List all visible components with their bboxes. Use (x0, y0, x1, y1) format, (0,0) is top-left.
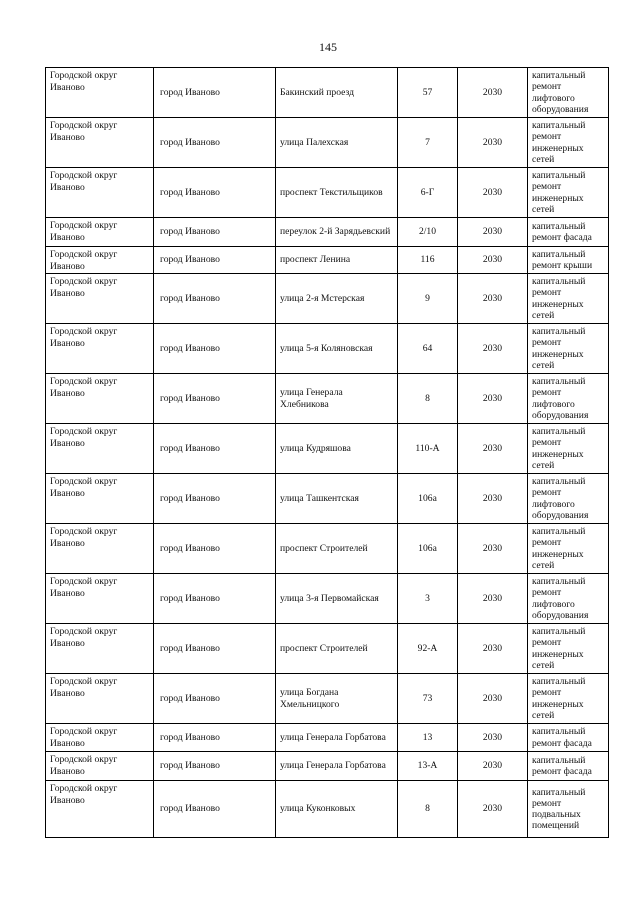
house-number-cell: 92-А (398, 624, 458, 674)
year-cell: 2030 (458, 624, 528, 674)
year-cell: 2030 (458, 524, 528, 574)
street-cell: улица Палехская (276, 118, 398, 168)
year-cell: 2030 (458, 168, 528, 218)
street-cell: проспект Строителей (276, 624, 398, 674)
table-row (46, 724, 609, 752)
street-cell: улица Ташкентская (276, 474, 398, 524)
district-cell: Городской округ Иваново (46, 524, 154, 574)
district-cell: Городской округ Иваново (46, 474, 154, 524)
house-number-cell: 73 (398, 674, 458, 724)
work-type-cell: капитальный ремонт инженерных сетей (528, 624, 609, 674)
street-cell: переулок 2-й Зарядьевский (276, 218, 398, 247)
house-number-cell: 6-Г (398, 168, 458, 218)
table-row (46, 624, 609, 674)
city-cell: город Иваново (154, 168, 276, 218)
street-cell: Бакинский проезд (276, 68, 398, 118)
year-cell: 2030 (458, 781, 528, 838)
year-cell: 2030 (458, 218, 528, 247)
city-cell: город Иваново (154, 724, 276, 752)
table-row (46, 474, 609, 524)
house-number-cell: 7 (398, 118, 458, 168)
city-cell: город Иваново (154, 674, 276, 724)
street-cell: улица Кудряшова (276, 424, 398, 474)
city-cell: город Иваново (154, 274, 276, 324)
work-type-cell: капитальный ремонт инженерных сетей (528, 424, 609, 474)
table-row (46, 674, 609, 724)
street-cell: проспект Строителей (276, 524, 398, 574)
district-cell: Городской округ Иваново (46, 424, 154, 474)
house-number-cell: 64 (398, 324, 458, 374)
district-cell: Городской округ Иваново (46, 68, 154, 118)
table-row (46, 324, 609, 374)
street-cell: улица Генерала Горбатова (276, 724, 398, 752)
city-cell: город Иваново (154, 574, 276, 624)
house-number-cell: 13-А (398, 752, 458, 781)
street-cell: улица 5-я Коляновская (276, 324, 398, 374)
year-cell: 2030 (458, 324, 528, 374)
district-cell: Городской округ Иваново (46, 168, 154, 218)
district-cell: Городской округ Иваново (46, 274, 154, 324)
work-type-cell: капитальный ремонт крыши (528, 247, 609, 274)
house-number-cell: 110-А (398, 424, 458, 474)
city-cell: город Иваново (154, 752, 276, 781)
house-number-cell: 8 (398, 781, 458, 838)
work-type-cell: капитальный ремонт лифтового оборудования (528, 68, 609, 118)
table-row (46, 118, 609, 168)
page-number: 145 (319, 40, 337, 54)
table-row (46, 274, 609, 324)
table-row (46, 247, 609, 274)
district-cell: Городской округ Иваново (46, 724, 154, 752)
year-cell: 2030 (458, 68, 528, 118)
street-cell: проспект Текстильщиков (276, 168, 398, 218)
table-row (46, 752, 609, 781)
work-type-cell: капитальный ремонт фасада (528, 218, 609, 247)
street-cell: проспект Ленина (276, 247, 398, 274)
city-cell: город Иваново (154, 424, 276, 474)
district-cell: Городской округ Иваново (46, 624, 154, 674)
year-cell: 2030 (458, 574, 528, 624)
city-cell: город Иваново (154, 474, 276, 524)
city-cell: город Иваново (154, 374, 276, 424)
district-cell: Городской округ Иваново (46, 218, 154, 247)
district-cell: Городской округ Иваново (46, 247, 154, 274)
work-type-cell: капитальный ремонт фасада (528, 724, 609, 752)
year-cell: 2030 (458, 374, 528, 424)
work-type-cell: капитальный ремонт инженерных сетей (528, 324, 609, 374)
house-number-cell: 13 (398, 724, 458, 752)
street-cell: улица Богдана Хмельницкого (276, 674, 398, 724)
table-row (46, 68, 609, 118)
district-cell: Городской округ Иваново (46, 781, 154, 838)
city-cell: город Иваново (154, 68, 276, 118)
work-type-cell: капитальный ремонт инженерных сетей (528, 524, 609, 574)
house-number-cell: 2/10 (398, 218, 458, 247)
work-type-cell: капитальный ремонт лифтового оборудования (528, 474, 609, 524)
city-cell: город Иваново (154, 324, 276, 374)
city-cell: город Иваново (154, 524, 276, 574)
district-cell: Городской округ Иваново (46, 374, 154, 424)
year-cell: 2030 (458, 247, 528, 274)
street-cell: улица 2-я Мстерская (276, 274, 398, 324)
district-cell: Городской округ Иваново (46, 752, 154, 781)
table-row (46, 574, 609, 624)
repair-schedule-table (45, 67, 609, 838)
work-type-cell: капитальный ремонт подвальных помещений (528, 781, 609, 838)
work-type-cell: капитальный ремонт лифтового оборудования (528, 574, 609, 624)
street-cell: улица 3-я Первомайская (276, 574, 398, 624)
year-cell: 2030 (458, 274, 528, 324)
year-cell: 2030 (458, 424, 528, 474)
house-number-cell: 106а (398, 524, 458, 574)
work-type-cell: капитальный ремонт инженерных сетей (528, 674, 609, 724)
work-type-cell: капитальный ремонт фасада (528, 752, 609, 781)
year-cell: 2030 (458, 118, 528, 168)
work-type-cell: капитальный ремонт инженерных сетей (528, 168, 609, 218)
city-cell: город Иваново (154, 247, 276, 274)
house-number-cell: 3 (398, 574, 458, 624)
street-cell: улица Куконковых (276, 781, 398, 838)
house-number-cell: 106а (398, 474, 458, 524)
street-cell: улица Генерала Хлебникова (276, 374, 398, 424)
table-row (46, 524, 609, 574)
work-type-cell: капитальный ремонт инженерных сетей (528, 118, 609, 168)
city-cell: город Иваново (154, 781, 276, 838)
table-row (46, 168, 609, 218)
work-type-cell: капитальный ремонт лифтового оборудования (528, 374, 609, 424)
district-cell: Городской округ Иваново (46, 574, 154, 624)
year-cell: 2030 (458, 724, 528, 752)
year-cell: 2030 (458, 474, 528, 524)
work-type-cell: капитальный ремонт инженерных сетей (528, 274, 609, 324)
district-cell: Городской округ Иваново (46, 118, 154, 168)
table-body (46, 68, 609, 838)
district-cell: Городской округ Иваново (46, 324, 154, 374)
district-cell: Городской округ Иваново (46, 674, 154, 724)
year-cell: 2030 (458, 752, 528, 781)
table-row (46, 781, 609, 838)
city-cell: город Иваново (154, 624, 276, 674)
city-cell: город Иваново (154, 218, 276, 247)
city-cell: город Иваново (154, 118, 276, 168)
street-cell: улица Генерала Горбатова (276, 752, 398, 781)
house-number-cell: 8 (398, 374, 458, 424)
table-row (46, 374, 609, 424)
house-number-cell: 116 (398, 247, 458, 274)
house-number-cell: 57 (398, 68, 458, 118)
house-number-cell: 9 (398, 274, 458, 324)
year-cell: 2030 (458, 674, 528, 724)
table-row (46, 424, 609, 474)
table-row (46, 218, 609, 247)
